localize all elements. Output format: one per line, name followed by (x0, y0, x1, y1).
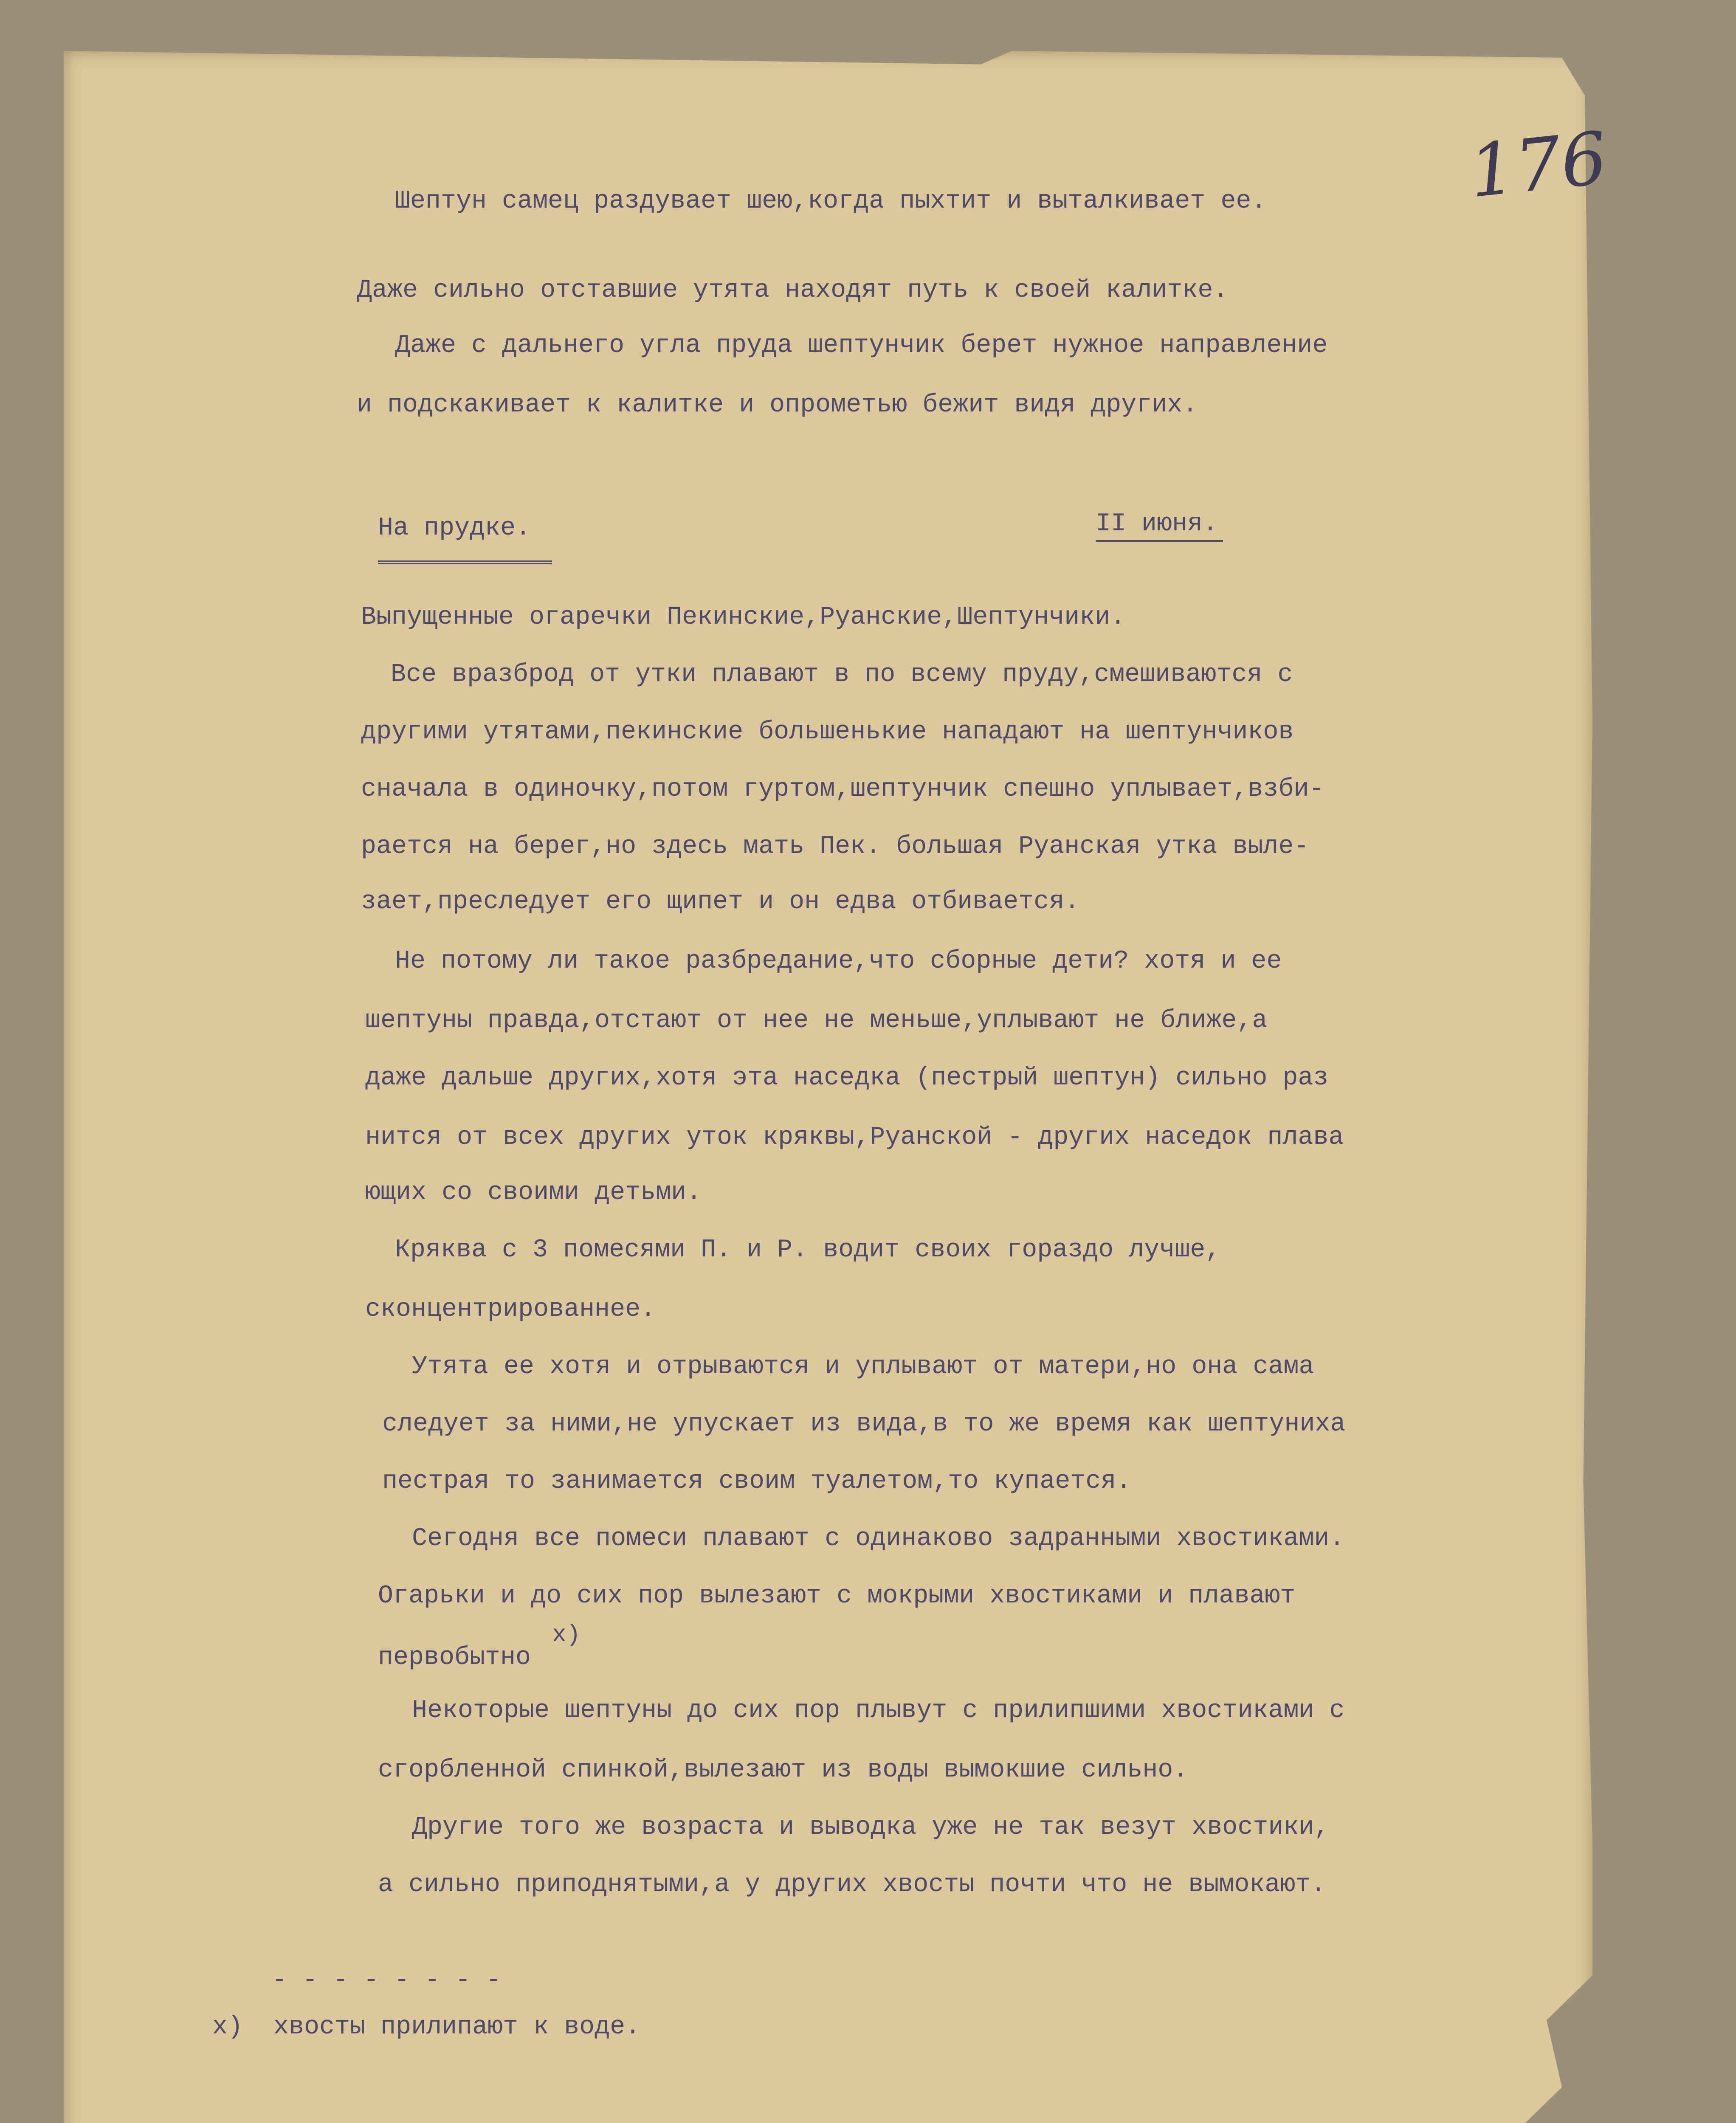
body-line-19: первобытно (378, 1643, 531, 1672)
body-line-13: сконцентрированнее. (365, 1295, 656, 1324)
body-line-17: Сегодня все помеси плавают с одинаково задранными хвостиками. (412, 1524, 1345, 1553)
body-line-6: зает,преследует его щипет и он едва отбивается. (361, 887, 1080, 916)
body-line-11: ющих со своими детьми. (365, 1178, 702, 1207)
text-line-4: и подскакивает к калитке и опрометью бежит видя других. (357, 391, 1198, 420)
section-title: На прудке. (378, 514, 531, 543)
body-line-15: следует за ними,не упускает из вида,в то же время как шептуниха (382, 1410, 1346, 1439)
page-number: 176 (1465, 116, 1611, 214)
body-line-12: Кряква с 3 помесями П. и Р. водит своих гораздо лучше, (395, 1236, 1221, 1264)
body-line-4: сначала в одиночку,потом гуртом,шептунчик спешно уплывает,взби- (361, 775, 1325, 804)
body-line-10: нится от всех других уток кряквы,Руанской - других наседок плава (365, 1123, 1344, 1152)
section-title-underline (378, 560, 552, 564)
body-line-23: а сильно приподнятыми,а у других хвосты почти что не вымокают. (378, 1870, 1326, 1899)
text-line-2: Даже сильно отставшие утята находят путь к своей калитке. (357, 276, 1229, 305)
footnote-separator: - - - - - - - - (272, 1966, 502, 1995)
body-line-16: пестрая то занимается своим туалетом,то купается. (382, 1467, 1132, 1496)
text-line-1: Шептун самец раздувает шею,когда пыхтит и выталкивает ее. (395, 187, 1267, 216)
body-line-1: Выпущенные огаречки Пекинские,Руанские,Шептунчики. (361, 603, 1126, 632)
footnote-marker: x) (552, 1621, 581, 1648)
body-line-21: сгорбленной спинкой,вылезают из воды вымокшие сильно. (378, 1756, 1189, 1785)
body-line-3: другими утятами,пекинские большенькие нападают на шептунчиков (361, 718, 1294, 746)
body-line-7: Не потому ли такое разбредание,что сборные дети? хотя и ее (395, 947, 1282, 976)
body-line-9: даже дальше других,хотя эта наседка (пестрый шептун) сильно раз (365, 1064, 1329, 1092)
body-line-2: Все вразброд от утки плавают в по всему пруду,смешиваются с (391, 660, 1293, 689)
body-line-18: Огарьки и до сих пор вылезают с мокрыми хвостиками и плавают (378, 1582, 1296, 1611)
text-line-3: Даже с дальнего угла пруда шептунчик берет нужное направление (395, 331, 1328, 360)
body-line-20: Некоторые шептуны до сих пор плывут с прилипшими хвостиками с (412, 1696, 1345, 1725)
section-date-underline (1096, 540, 1223, 542)
body-line-22: Другие того же возраста и выводка уже не так везут хвостики, (412, 1813, 1330, 1842)
footnote-text: x) хвосты прилипают к воде. (212, 2013, 641, 2041)
body-line-14: Утята ее хотя и отрываются и уплывают от матери,но она сама (412, 1352, 1314, 1381)
section-date: II июня. (1096, 510, 1218, 538)
body-line-8: шептуны правда,отстают от нее не меньше,уплывают не ближе,а (365, 1006, 1268, 1035)
body-line-5: рается на берег,но здесь мать Пек. большая Руанская утка выле- (361, 832, 1309, 861)
